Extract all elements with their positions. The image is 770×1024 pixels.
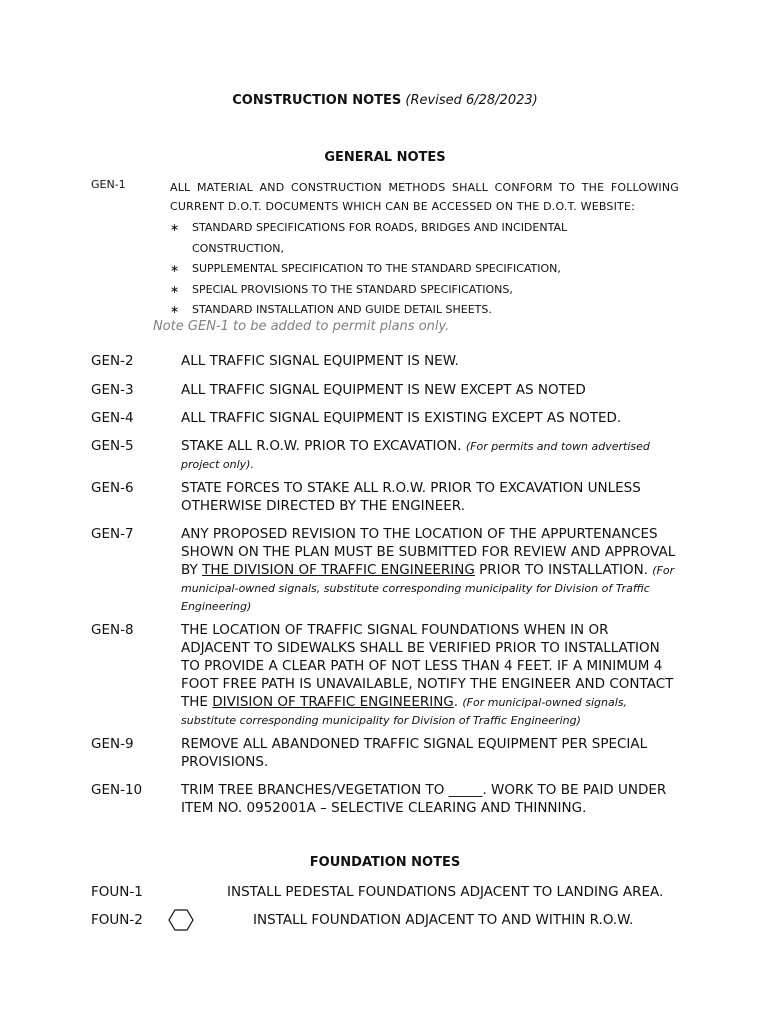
list-item-text: STANDARD INSTALLATION AND GUIDE DETAIL SHEETS. [192,303,492,316]
note-remark: (For permits and town advertised project only). [181,440,650,471]
note-id: FOUN-1 [91,884,143,900]
permit-note: Note GEN-1 to be added to permit plans only. [153,319,450,334]
note-text: ALL TRAFFIC SIGNAL EQUIPMENT IS EXISTING EXCEPT AS NOTED. [181,410,622,426]
document-list [170,218,600,321]
note-id: GEN-7 [91,526,134,542]
note-id: GEN-9 [91,736,134,752]
note-remark: (For municipal-owned signals, substitute corresponding municipality for Division of Traffic Engineering) [181,564,675,613]
note-id: GEN-10 [91,782,143,798]
list-item [170,300,600,321]
document-revision: (Revised 6/28/2023) [405,93,538,108]
note-main-text: THE LOCATION OF TRAFFIC SIGNAL FOUNDATIONS WHEN IN OR ADJACENT TO SIDEWALKS SHALL BE VERIFIED PRIOR TO INSTALLATION TO PROVIDE A CLEAR PATH OF NOT LESS THAN 4 FEET. IF A MINIMUM 4 FOOT FREE PATH IS UNAVAILABLE, NOTIFY THE ENGINEER AND CONTACT THE [181,622,674,710]
note-main-text: ANY PROPOSED REVISION TO THE LOCATION OF THE APPURTENANCES SHOWN ON THE PLAN MUST BE SUBMITTED FOR REVIEW AND APPROVAL BY [181,526,676,578]
list-item [170,218,600,259]
note-id: GEN-1 [91,178,126,191]
note-text [181,525,681,615]
list-item-text: SUPPLEMENTAL SPECIFICATION TO THE STANDARD SPECIFICATION, [192,262,561,275]
note-main-text-end: . [453,694,459,710]
note-text [181,621,681,729]
general-notes-heading: GENERAL NOTES [324,150,446,165]
asterisk-bullet-icon: ∗ [170,282,180,296]
note-id: FOUN-2 [91,912,143,928]
note-text: INSTALL FOUNDATION ADJACENT TO AND WITHIN R.O.W. [253,912,634,928]
note-main-text-end: PRIOR TO INSTALLATION. [479,562,648,578]
note-text: INSTALL PEDESTAL FOUNDATIONS ADJACENT TO LANDING AREA. [227,884,664,900]
note-text: REMOVE ALL ABANDONED TRAFFIC SIGNAL EQUIPMENT PER SPECIAL PROVISIONS. [181,736,648,770]
asterisk-bullet-icon: ∗ [170,221,180,234]
note-text: ALL TRAFFIC SIGNAL EQUIPMENT IS NEW EXCEPT AS NOTED [181,382,586,398]
note-remark: (For municipal-owned signals, substitute corresponding municipality for Division of Traffic Engineering) [181,696,628,727]
note-text [181,437,681,473]
foundation-notes-heading: FOUNDATION NOTES [309,855,461,870]
list-item-text: STANDARD SPECIFICATIONS FOR ROADS, BRIDGES AND INCIDENTAL CONSTRUCTION, [192,221,568,255]
note-text: ALL TRAFFIC SIGNAL EQUIPMENT IS NEW. [181,353,459,369]
note-text: TRIM TREE BRANCHES/VEGETATION TO _____. WORK TO BE PAID UNDER ITEM NO. 0952001A – SELECTIVE CLEARING AND THINNING. [181,782,667,816]
note-id: GEN-4 [91,410,134,426]
document-title [0,93,770,108]
list-item [170,259,600,280]
asterisk-bullet-icon: ∗ [170,303,180,316]
note-text: ALL MATERIAL AND CONSTRUCTION METHODS SHALL CONFORM TO THE FOLLOWING CURRENT D.O.T. DOCUMENTS WHICH CAN BE ACCESSED ON THE D.O.T. WEBSITE: [170,181,679,213]
asterisk-bullet-icon: ∗ [170,262,180,275]
note-text: STATE FORCES TO STAKE ALL R.O.W. PRIOR TO EXCAVATION UNLESS OTHERWISE DIRECTED BY THE ENGINEER. [181,480,641,514]
note-id: GEN-3 [91,382,134,398]
note-id: GEN-8 [91,622,134,638]
list-item [170,280,600,301]
division-reference: DIVISION OF TRAFFIC ENGINEERING [212,694,454,710]
note-main-text: STAKE ALL R.O.W. PRIOR TO EXCAVATION. [181,438,462,454]
hexagon-icon [168,908,194,932]
note-id: GEN-2 [91,353,134,369]
division-reference: THE DIVISION OF TRAFFIC ENGINEERING [202,562,475,578]
note-id: GEN-5 [91,438,134,454]
document-title-text: CONSTRUCTION NOTES [232,93,402,108]
list-item-text: SPECIAL PROVISIONS TO THE STANDARD SPECIFICATIONS, [192,282,513,296]
note-id: GEN-6 [91,480,134,496]
